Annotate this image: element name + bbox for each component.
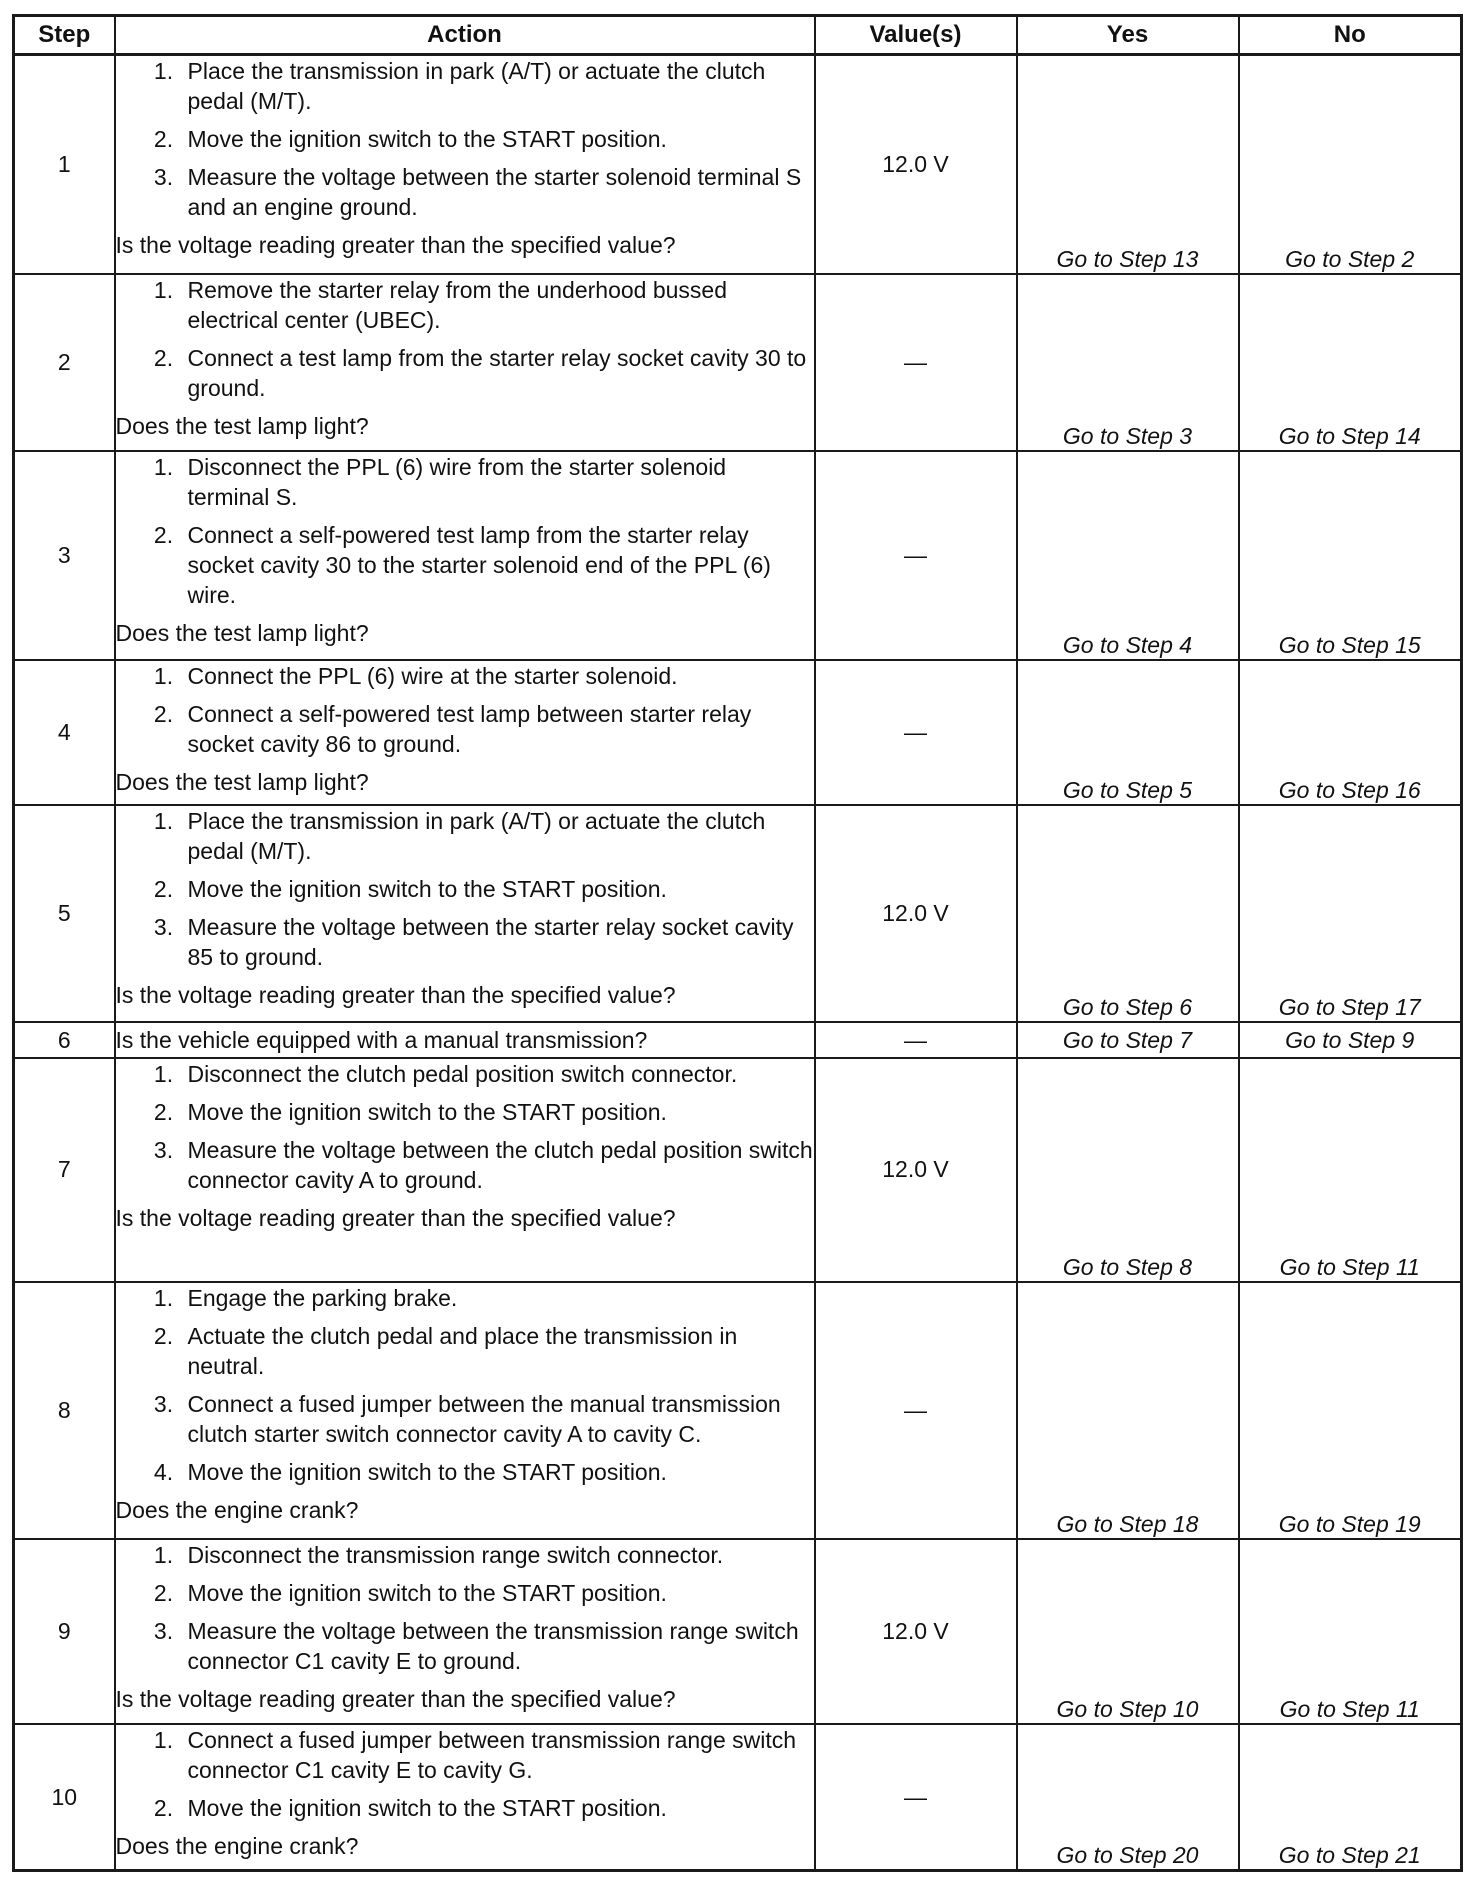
- action-cell: [115, 274, 815, 451]
- go-to-no-cell: Go to Step 2: [1239, 55, 1462, 274]
- action-step: 2. Move the ignition switch to the START position.: [180, 1097, 814, 1127]
- step-number: 3: [14, 451, 115, 660]
- action-step: 1. Place the transmission in park (A/T) or actuate the clutch pedal (M/T).: [180, 56, 814, 116]
- header-row: [14, 16, 1462, 55]
- action-step: 4. Move the ignition switch to the START position.: [180, 1457, 814, 1487]
- action-step: 2. Connect a self-powered test lamp between starter relay socket cavity 86 to ground.: [180, 699, 814, 759]
- step-number: 6: [14, 1022, 115, 1058]
- table-body: [14, 55, 1462, 1871]
- table-row: [14, 805, 1462, 1022]
- action-steps-list: [116, 1283, 814, 1487]
- action-question: Does the engine crank?: [115, 1833, 359, 1860]
- table-row: [14, 1724, 1462, 1870]
- action-steps-list: [116, 661, 814, 759]
- action-step: 1. Disconnect the clutch pedal position switch connector.: [180, 1059, 814, 1089]
- table-row: [14, 1058, 1462, 1282]
- go-to-yes-cell: Go to Step 13: [1017, 55, 1239, 274]
- action-step: 2. Move the ignition switch to the START position.: [180, 1578, 814, 1608]
- action-step: 3. Measure the voltage between the starter solenoid terminal S and an engine ground.: [180, 162, 814, 222]
- value-cell: —: [815, 1282, 1017, 1539]
- action-steps-list: [116, 806, 814, 972]
- action-steps-list: [116, 56, 814, 222]
- action-cell: [115, 1724, 815, 1870]
- action-step: 1. Connect the PPL (6) wire at the starter solenoid.: [180, 661, 814, 691]
- action-question: Does the test lamp light?: [115, 619, 369, 646]
- table-row: [14, 55, 1462, 274]
- action-steps-list: [116, 1540, 814, 1676]
- action-question: Does the test lamp light?: [115, 412, 369, 439]
- action-cell: [115, 805, 815, 1022]
- action-steps-list: [116, 1725, 814, 1823]
- action-question: Is the voltage reading greater than the specified value?: [115, 982, 676, 1009]
- step-number: 8: [14, 1282, 115, 1539]
- action-cell: [115, 55, 815, 274]
- go-to-no-cell: Go to Step 15: [1239, 451, 1462, 660]
- action-steps-list: [116, 1059, 814, 1195]
- action-step: 2. Connect a test lamp from the starter relay socket cavity 30 to ground.: [180, 343, 814, 403]
- step-number: 1: [14, 55, 115, 274]
- go-to-yes-cell: Go to Step 10: [1017, 1539, 1239, 1725]
- action-question: Does the engine crank?: [115, 1496, 359, 1523]
- step-number: 9: [14, 1539, 115, 1725]
- step-number: 4: [14, 660, 115, 805]
- action-step: 3. Measure the voltage between the starter relay socket cavity 85 to ground.: [180, 912, 814, 972]
- go-to-no-cell: Go to Step 11: [1239, 1058, 1462, 1282]
- diagnostic-table: [12, 14, 1463, 1872]
- header-step: Step: [14, 16, 115, 55]
- value-cell: —: [815, 1022, 1017, 1058]
- table-row: [14, 1539, 1462, 1725]
- step-number: 7: [14, 1058, 115, 1282]
- action-question: Does the test lamp light?: [115, 768, 369, 795]
- action-step: 2. Move the ignition switch to the START position.: [180, 1793, 814, 1823]
- go-to-yes-cell: Go to Step 20: [1017, 1724, 1239, 1870]
- go-to-yes-cell: Go to Step 7: [1017, 1022, 1239, 1058]
- go-to-yes-cell: Go to Step 4: [1017, 451, 1239, 660]
- action-step: 2. Connect a self-powered test lamp from the starter relay socket cavity 30 to the starter solenoid end of the PPL (6) wire.: [180, 520, 814, 610]
- value-cell: 12.0 V: [815, 805, 1017, 1022]
- step-number: 2: [14, 274, 115, 451]
- table-row: [14, 451, 1462, 660]
- header-action: Action: [115, 16, 815, 55]
- action-question: Is the voltage reading greater than the specified value?: [115, 1685, 676, 1712]
- go-to-no-cell: Go to Step 19: [1239, 1282, 1462, 1539]
- table-row: [14, 1282, 1462, 1539]
- value-cell: 12.0 V: [815, 1539, 1017, 1725]
- action-step: 1. Disconnect the transmission range switch connector.: [180, 1540, 814, 1570]
- go-to-yes-cell: Go to Step 8: [1017, 1058, 1239, 1282]
- header-yes: Yes: [1017, 16, 1239, 55]
- diagnostic-sheet: [12, 14, 1460, 1872]
- step-number: 5: [14, 805, 115, 1022]
- action-step: 1. Connect a fused jumper between transmission range switch connector C1 cavity E to cavity G.: [180, 1725, 814, 1785]
- action-step: 1. Engage the parking brake.: [180, 1283, 814, 1313]
- action-step: 2. Actuate the clutch pedal and place the transmission in neutral.: [180, 1321, 814, 1381]
- action-step: 1. Disconnect the PPL (6) wire from the starter solenoid terminal S.: [180, 452, 814, 512]
- action-cell: [115, 1022, 815, 1058]
- value-cell: —: [815, 1724, 1017, 1870]
- action-question: Is the vehicle equipped with a manual transmission?: [115, 1027, 648, 1054]
- value-cell: —: [815, 274, 1017, 451]
- value-cell: —: [815, 660, 1017, 805]
- value-cell: 12.0 V: [815, 55, 1017, 274]
- go-to-yes-cell: Go to Step 18: [1017, 1282, 1239, 1539]
- action-steps-list: [116, 275, 814, 403]
- action-step: 2. Move the ignition switch to the START position.: [180, 874, 814, 904]
- action-cell: [115, 1282, 815, 1539]
- action-cell: [115, 1058, 815, 1282]
- header-no: No: [1239, 16, 1462, 55]
- go-to-no-cell: Go to Step 16: [1239, 660, 1462, 805]
- header-values: Value(s): [815, 16, 1017, 55]
- go-to-no-cell: Go to Step 9: [1239, 1022, 1462, 1058]
- action-cell: [115, 451, 815, 660]
- go-to-no-cell: Go to Step 11: [1239, 1539, 1462, 1725]
- action-question: Is the voltage reading greater than the specified value?: [115, 232, 676, 258]
- action-question: Is the voltage reading greater than the specified value?: [115, 1205, 676, 1232]
- go-to-no-cell: Go to Step 17: [1239, 805, 1462, 1022]
- action-step: 3. Measure the voltage between the clutch pedal position switch connector cavity A to ground.: [180, 1135, 814, 1195]
- go-to-yes-cell: Go to Step 3: [1017, 274, 1239, 451]
- action-cell: [115, 660, 815, 805]
- go-to-no-cell: Go to Step 21: [1239, 1724, 1462, 1870]
- table-header: [14, 16, 1462, 55]
- action-step: 1. Remove the starter relay from the underhood bussed electrical center (UBEC).: [180, 275, 814, 335]
- action-step: 3. Measure the voltage between the transmission range switch connector C1 cavity E to ground.: [180, 1616, 814, 1676]
- step-number: 10: [14, 1724, 115, 1870]
- action-step: 2. Move the ignition switch to the START position.: [180, 124, 814, 154]
- go-to-yes-cell: Go to Step 6: [1017, 805, 1239, 1022]
- value-cell: —: [815, 451, 1017, 660]
- action-step: 3. Connect a fused jumper between the manual transmission clutch starter switch connector cavity A to cavity C.: [180, 1389, 814, 1449]
- value-cell: 12.0 V: [815, 1058, 1017, 1282]
- go-to-yes-cell: Go to Step 5: [1017, 660, 1239, 805]
- action-steps-list: [116, 452, 814, 610]
- table-row: [14, 274, 1462, 451]
- table-row: [14, 1022, 1462, 1058]
- table-row: [14, 660, 1462, 805]
- go-to-no-cell: Go to Step 14: [1239, 274, 1462, 451]
- action-cell: [115, 1539, 815, 1725]
- action-step: 1. Place the transmission in park (A/T) or actuate the clutch pedal (M/T).: [180, 806, 814, 866]
